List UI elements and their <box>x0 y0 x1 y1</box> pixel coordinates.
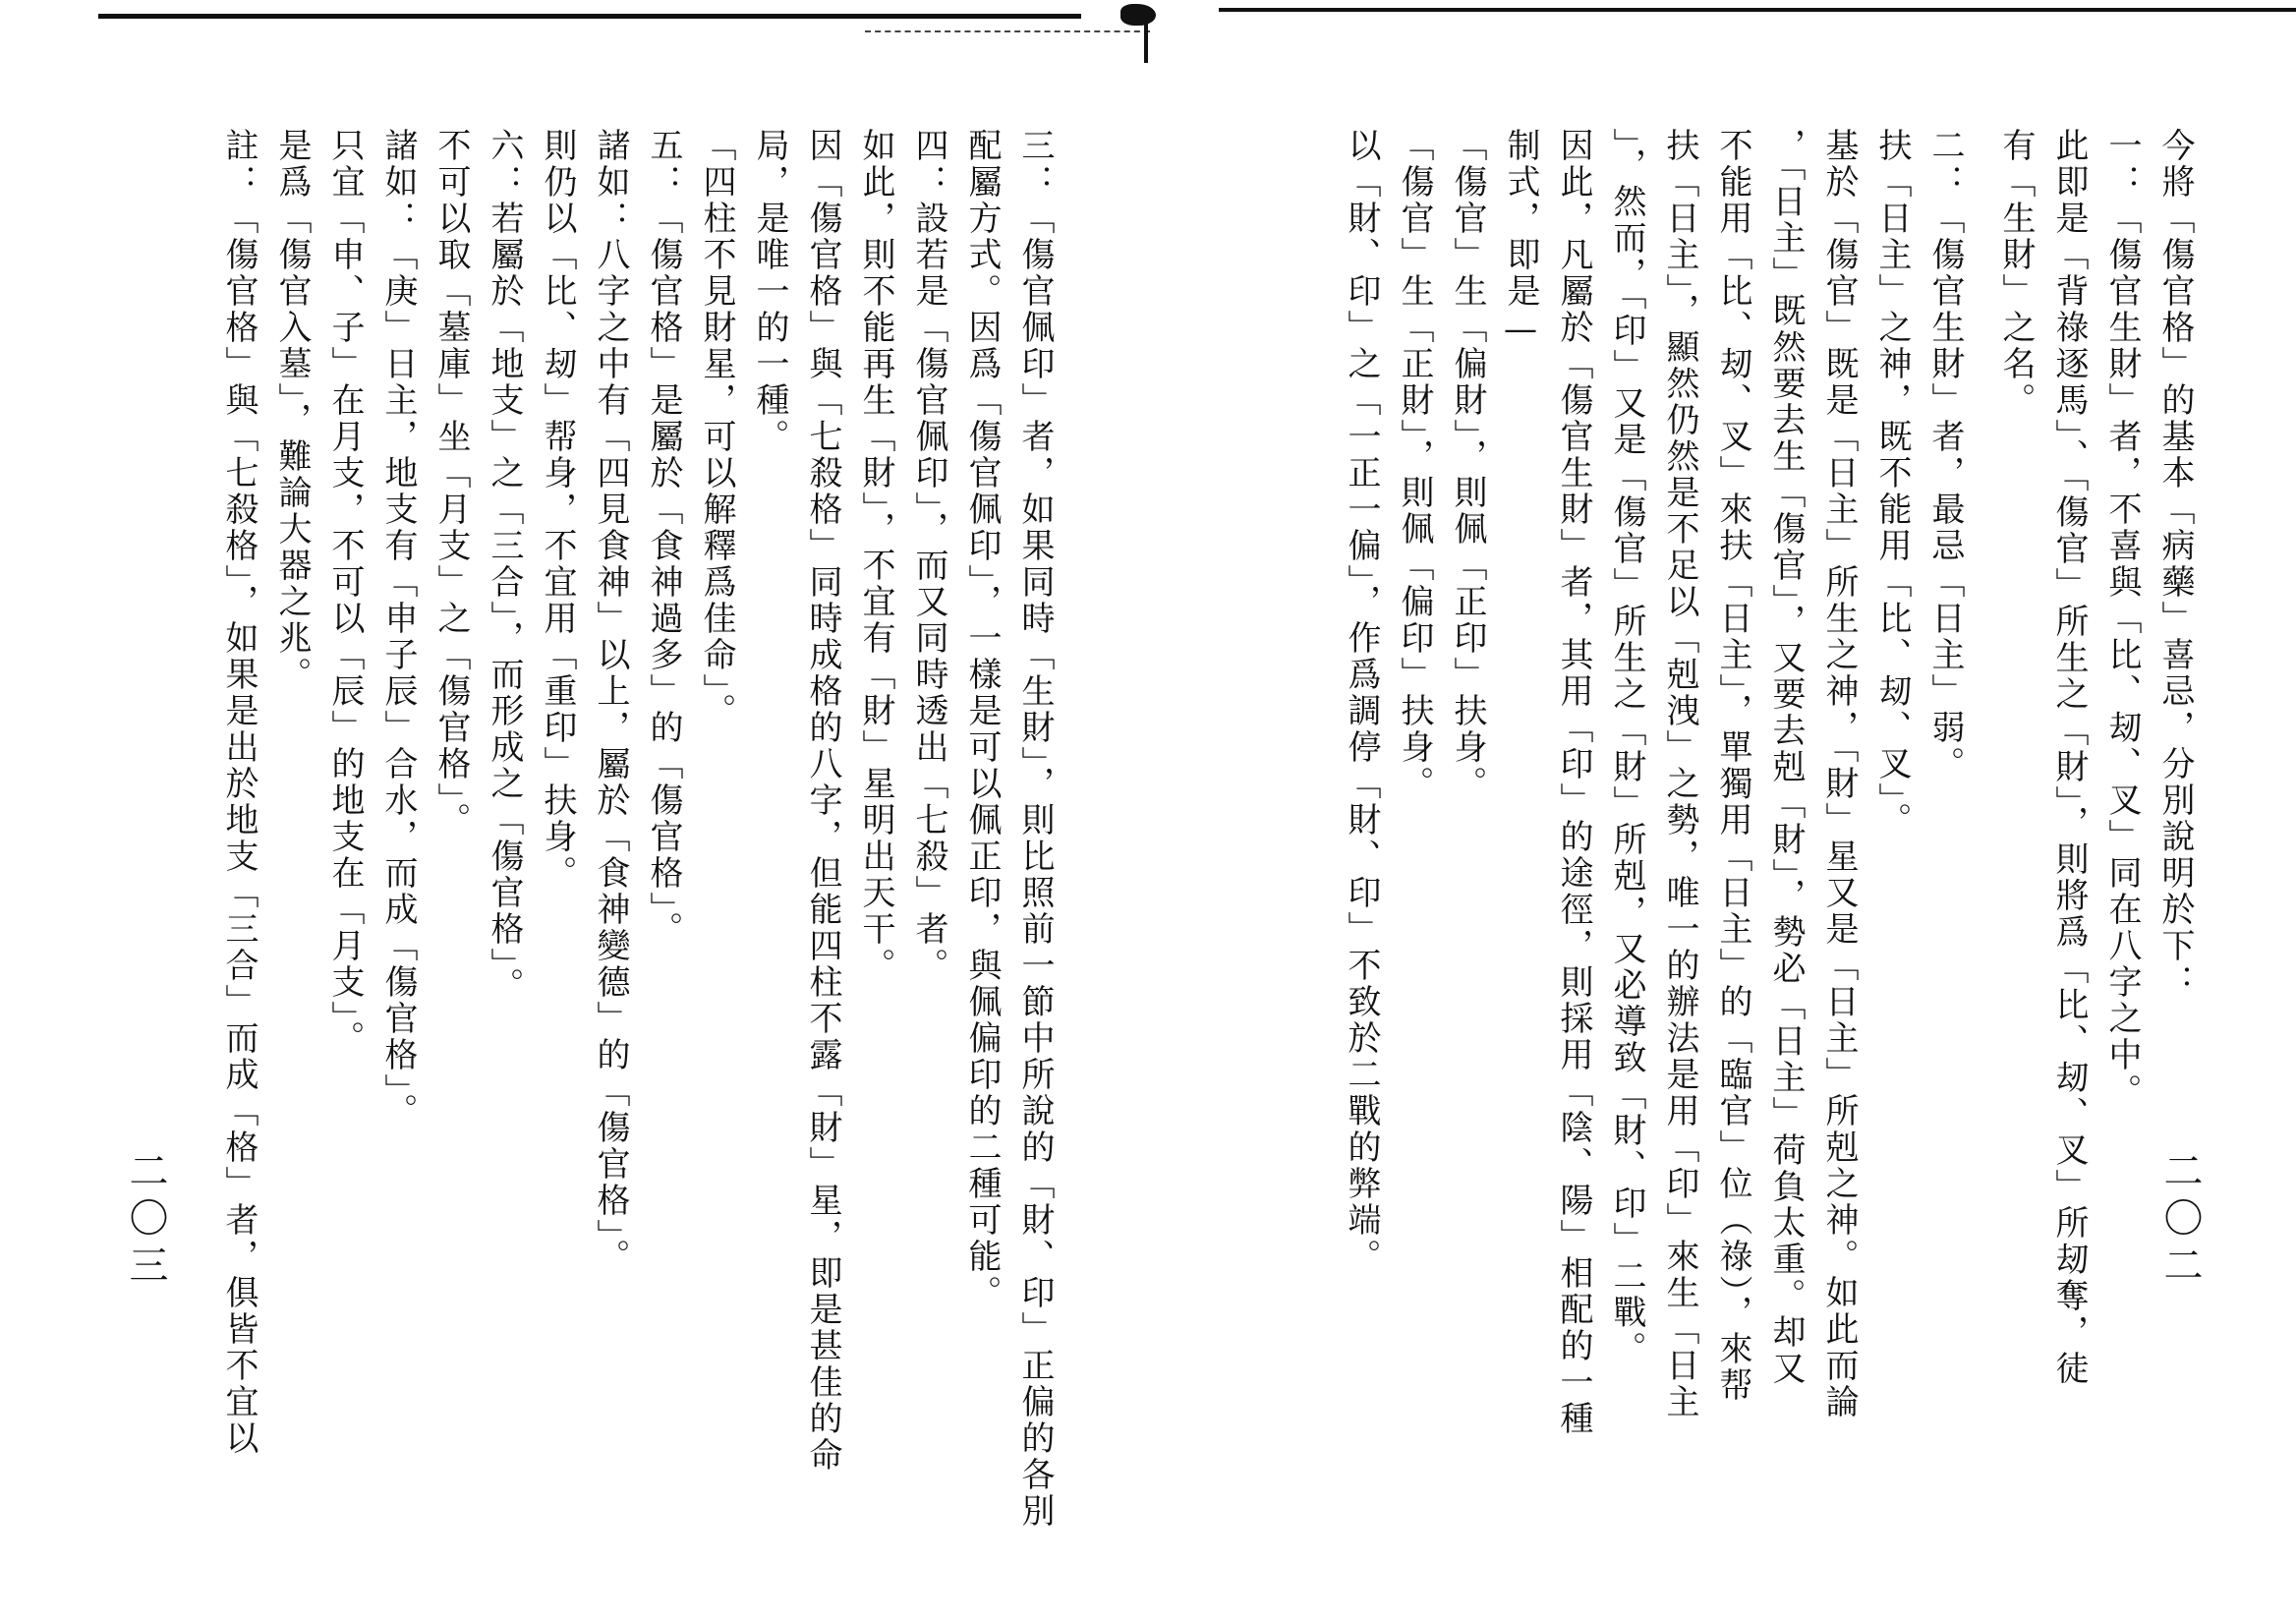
right-page <box>1278 128 2202 1563</box>
text-column: ，「日主」既然要去生「傷官」，又要去剋「財」，勢必「日主」荷負太重。却又 <box>1766 128 1806 1387</box>
text-column: 不可以取「墓庫」坐「月支」之「傷官格」。 <box>431 128 471 839</box>
text-column: 諸如：「庚」日主，地支有「申子辰」合水，而成「傷官格」。 <box>378 128 418 1129</box>
column-gap <box>1972 128 1989 1563</box>
text-column: 今將「傷官格」的基本「病藥」喜忌，分別說明於下： <box>2155 128 2195 1001</box>
text-column: 扶「日主」之神，既不能用「比、刼、叉」。 <box>1872 128 1912 839</box>
text-column: 是爲「傷官入墓」，難論大器之兆。 <box>272 128 312 693</box>
text-column: 則仍以「比、刼」帮身，不宜用「重印」扶身。 <box>538 128 577 892</box>
text-column: 制式，即是— <box>1501 128 1540 352</box>
text-column: 此即是「背祿逐馬」、「傷官」所生之「財」，則將爲「比、刼、叉」所刼奪，徒 <box>2049 128 2089 1387</box>
left-page-text <box>157 128 1062 1563</box>
text-column: 局，是唯一的一種。 <box>750 128 789 455</box>
text-column: 「四柱不見財星，可以解釋爲佳命」。 <box>697 128 736 729</box>
text-column: 「傷官」生「偏財」，則佩「正印」扶身。 <box>1448 128 1487 802</box>
top-rule-right <box>1219 8 2296 12</box>
text-column: 二：「傷官生財」者，最忌「日主」弱。 <box>1925 128 1965 782</box>
top-rule-dashed <box>865 30 1150 32</box>
text-column: 不能用「比、刼、叉」來扶「日主」，單獨用「日主」的「臨官」位（祿），來帮 <box>1713 128 1752 1404</box>
text-column: 諸如：八字之中有「四見食神」以上，屬於「食神變德」的「傷官格」。 <box>591 128 630 1275</box>
right-page-text <box>1278 128 2202 1563</box>
text-column: 四：設若是「傷官佩印」，而又同時透出「七殺」者。 <box>909 128 948 984</box>
text-column: 三：「傷官佩印」者，如果同時「生財」，則比照前一節中所說的「財、印」正偏的各別 <box>1015 128 1055 1530</box>
text-column: 有「生財」之名。 <box>1996 128 2036 419</box>
top-rule-left <box>98 14 1081 19</box>
left-page <box>157 128 1062 1563</box>
text-column: 因此，凡屬於「傷官生財」者，其用「印」的途徑，則採用「陰、陽」相配的一種 <box>1554 128 1593 1437</box>
text-column: 只宜「申、子」在月支，不可以「辰」的地支在「月支」。 <box>325 128 365 1057</box>
text-column: 以「財、印」之「一正一偏」，作爲調停「財、印」不致於二戰的弊端。 <box>1342 128 1381 1275</box>
ink-blot-stem <box>1144 12 1148 63</box>
text-column: 因「傷官格」與「七殺格」同時成格的八字，但能四柱不露「財」星，即是甚佳的命 <box>803 128 842 1474</box>
text-column: 「傷官」生「正財」，則佩「偏印」扶身。 <box>1395 128 1434 802</box>
text-column: 基於「傷官」既是「日主」所生之神，「財」星又是「日主」所剋之神。如此而論 <box>1819 128 1859 1420</box>
text-column: 配屬方式。因爲「傷官佩印」，一樣是可以佩正印，與佩偏印的二種可能。 <box>962 128 1002 1311</box>
page-number-right: 二〇二 <box>2157 1150 2203 1292</box>
text-column: 六：若屬於「地支」之「三合」，而形成之「傷官格」。 <box>485 128 524 1004</box>
ink-blot <box>1120 4 1156 26</box>
text-column: 扶「日主」，顯然仍然是不足以「剋洩」之勢，唯一的辦法是用「印」來生「日主 <box>1660 128 1699 1420</box>
text-column: 五：「傷官格」是屬於「食神過多」的「傷官格」。 <box>644 128 683 948</box>
text-column: 如此，則不能再生「財」，不宜有「財」星明出天干。 <box>856 128 895 984</box>
page-number-left: 二〇三 <box>123 1150 168 1292</box>
text-column: 一：「傷官生財」者，不喜與「比、刼、叉」同在八字之中。 <box>2102 128 2142 1110</box>
text-column: 註：「傷官格」與「七殺格」，如果是出於地支「三合」而成「格」者，俱皆不宜以 <box>219 128 258 1457</box>
text-column: 」，然而，「印」又是「傷官」所生之「財」所剋，又必導致「財、印」二戰。 <box>1607 128 1646 1367</box>
